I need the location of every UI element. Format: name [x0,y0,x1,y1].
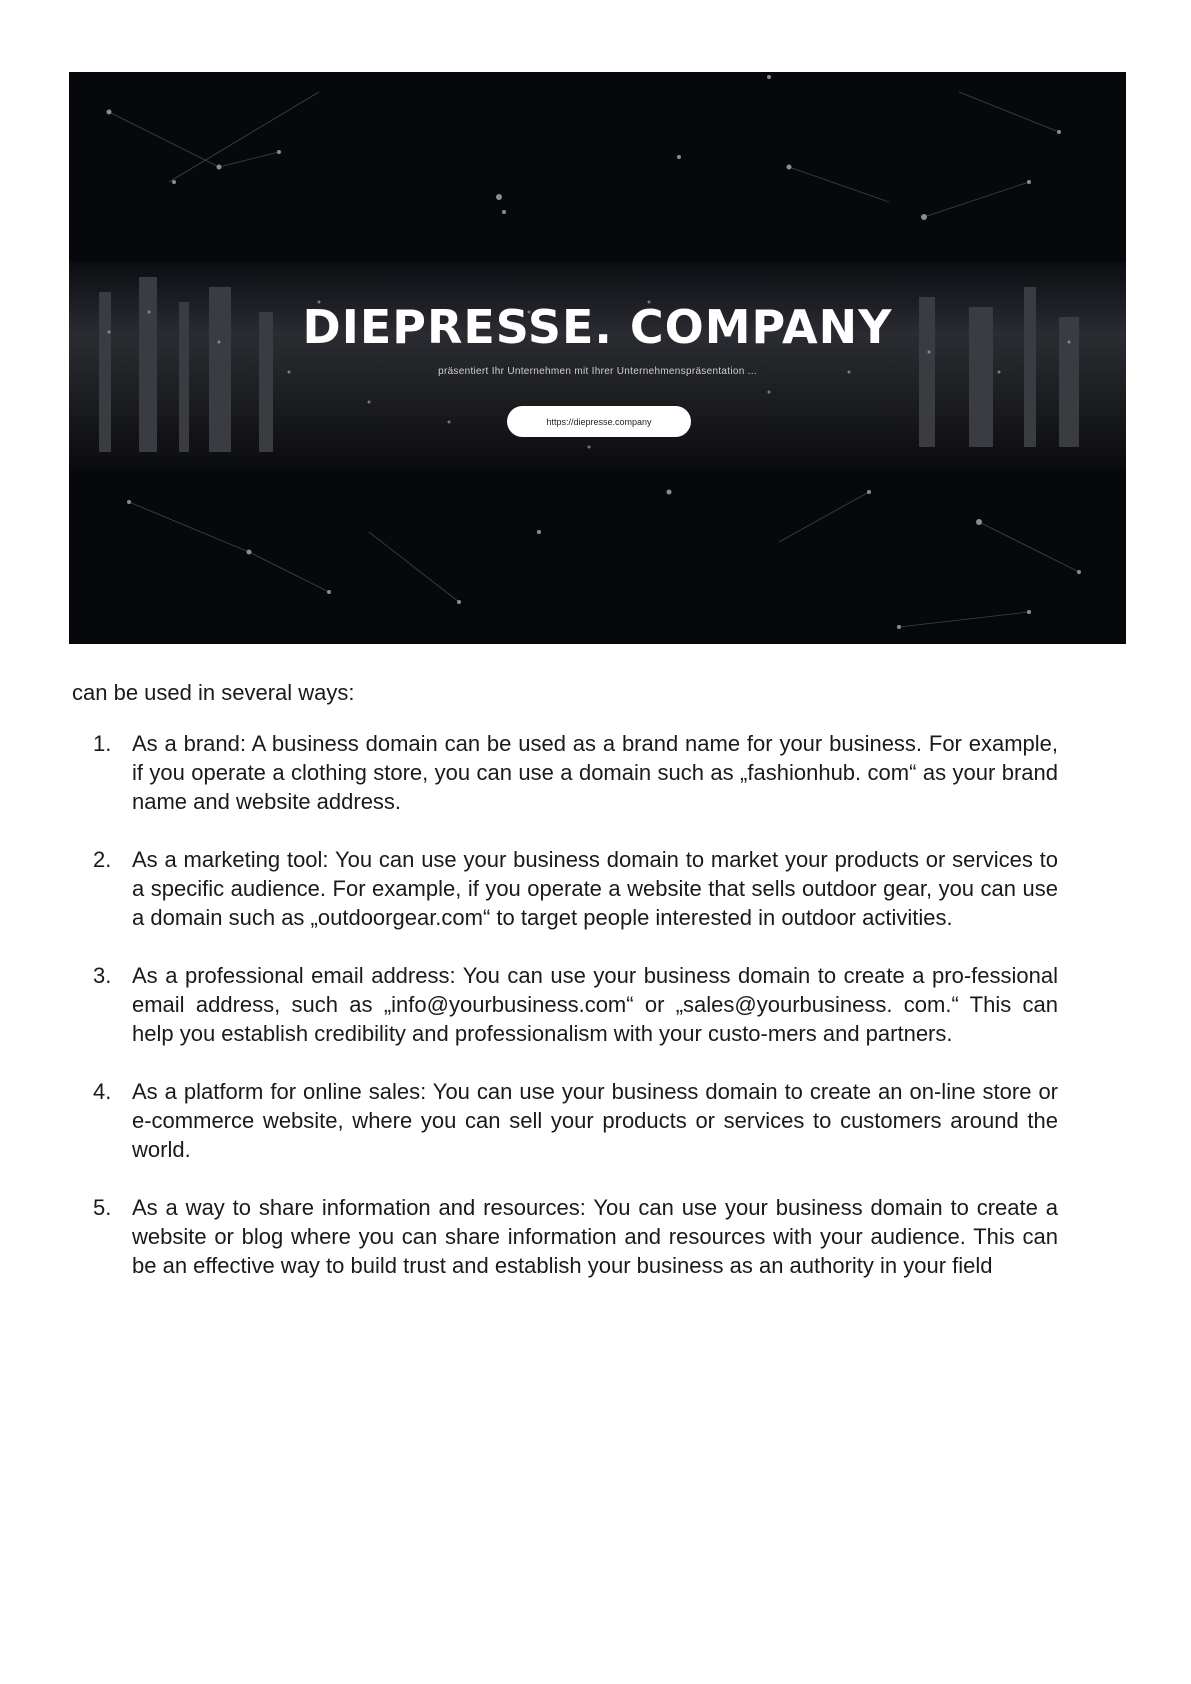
list-item-number: 1. [93,731,112,756]
list-item-number: 2. [93,847,112,872]
list-item-text: As a platform for online sales: You can use your business domain to create an on-line store or e-commerce website, where you can sell your products or services to customers around the world. [132,1079,1058,1162]
list-item-text: As a way to share information and resources: You can use your business domain to create a website or blog where you can share information and resources with your audience. This can be an effective way to build trust and establish your business as an authority in your field [132,1195,1058,1278]
intro-text: can be used in several ways: [72,680,355,705]
banner-title-part2: COMPANY [629,300,893,354]
website-url-button[interactable]: https://diepresse.company [507,406,691,437]
list-item-text: As a brand: A business domain can be used as a brand name for your business. For example, if you operate a clothing store, you can use a domain such as „fashionhub. com“ as your brand name and website address. [132,731,1058,814]
list-item [72,1077,1058,1164]
list-item-text: As a marketing tool: You can use your business domain to market your products or services to a specific audience. For example, if you operate a website that sells outdoor gear, you can use a domain such as „outdoorgear.com“ to target people interested in outdoor activities. [132,847,1058,930]
list-item [72,729,1058,816]
list-item-text: As a professional email address: You can use your business domain to create a pro-fessional email address, such as „info@yourbusiness.com“ or „sales@yourbusiness. com.“ This can help you establish credibility and professionalism with your custo-mers and partners. [132,963,1058,1046]
list-item [72,845,1058,932]
list-item-number: 5. [93,1195,112,1220]
banner-title-part1: DIEPRESSE. [302,300,613,354]
hero-banner [69,72,1126,644]
banner-subtitle: präsentiert Ihr Unternehmen mit Ihrer Unternehmenspräsentation ... [438,366,757,377]
list-item-number: 3. [93,963,112,988]
list-item-number: 4. [93,1079,112,1104]
city-network-background [69,72,1126,644]
banner-title [69,300,1126,354]
list-item [72,961,1058,1048]
list-item [72,1193,1058,1280]
ways-list [72,729,1058,1309]
